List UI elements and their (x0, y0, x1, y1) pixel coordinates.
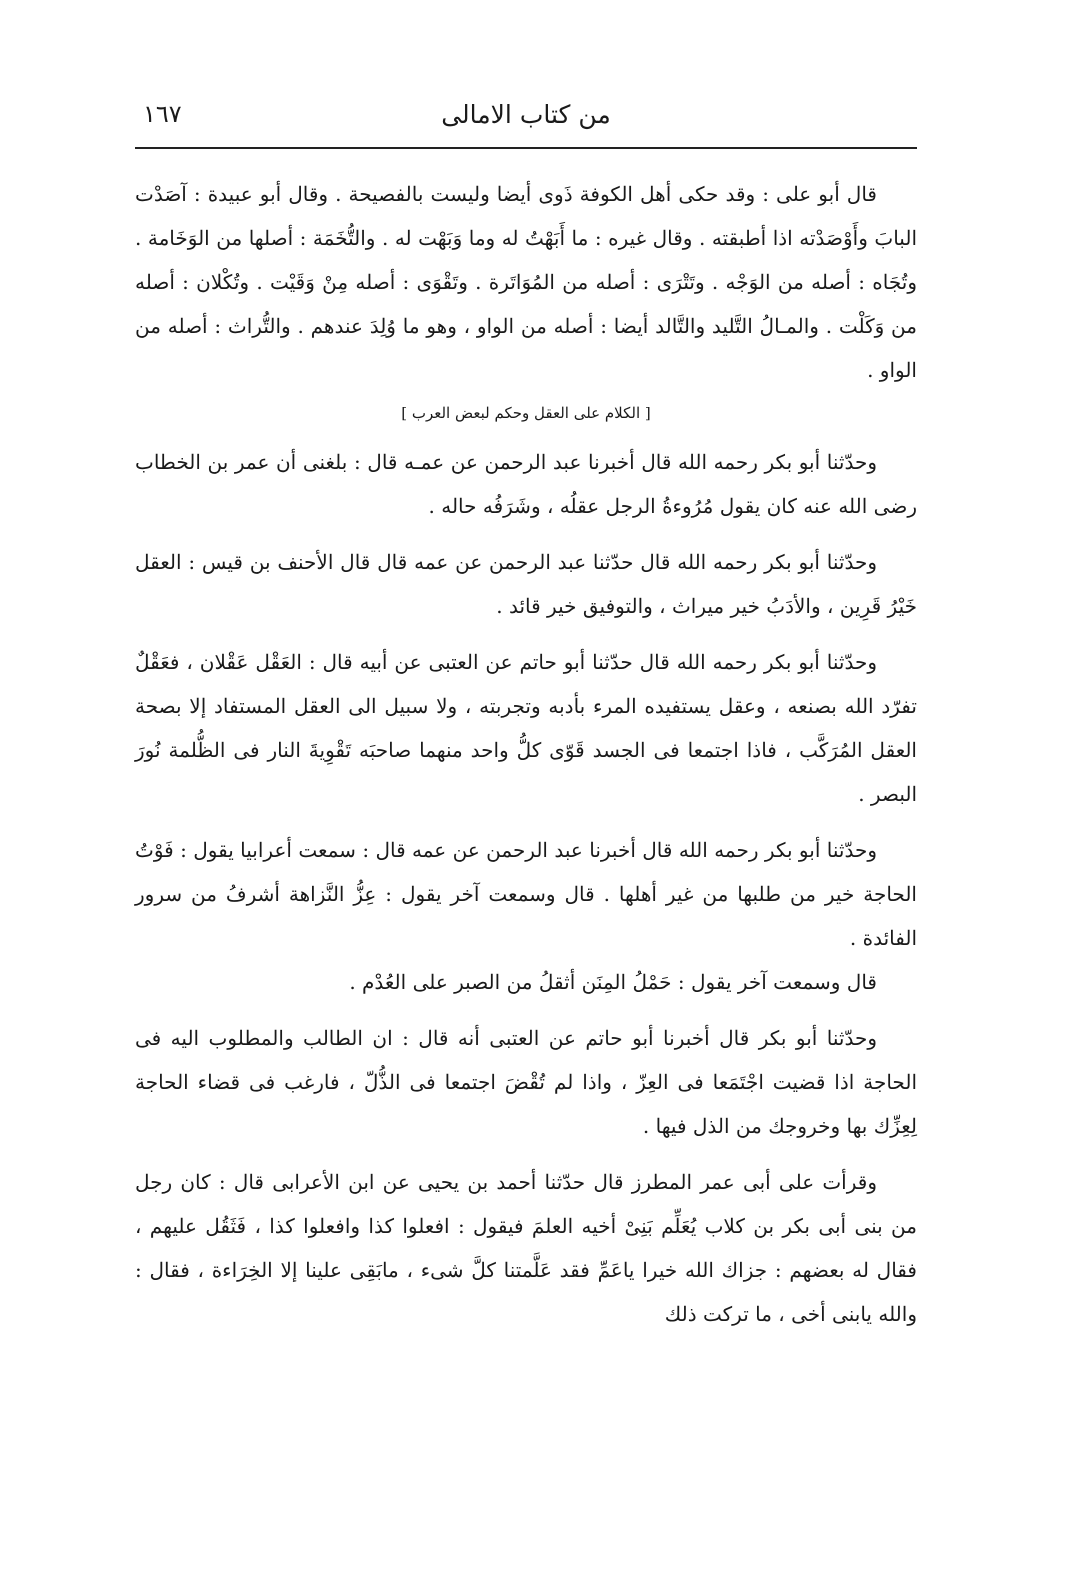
paragraph-4: وحدّثنا أبو بكر رحمه الله قال حدّثنا أبو حاتم عن العتبى عن أبيه قال : العَقْل عَقْلان ، فعَقْلٌ تفرّد الله بصنعه ، وعقل يستفيده المرء بأدبه وتجربته ، ولا سبيل الى العقل المستفاد إلا بصحة العقل المُرَكَّب ، فاذا اجتمعا فى الجسد قَوّى كلُّ واحد منهما صاحبَه تَقْوِيةَ النار فى الظُّلمة نُورَ البصر . (135, 650, 917, 806)
paragraph-gap (135, 816, 917, 828)
page-body (135, 172, 917, 1336)
paragraph-gap (135, 1148, 917, 1160)
paragraph-gap (135, 628, 917, 640)
paragraph-gap (135, 528, 917, 540)
paragraph-6: قال وسمعت آخر يقول : حَمْلُ المِنَن أثقلُ من الصبر على العُدْم . (349, 970, 877, 994)
page-number: ١٦٧ (143, 100, 182, 128)
header-rule (135, 147, 917, 149)
page-header (135, 88, 917, 146)
running-title: من كتاب الامالى (441, 100, 611, 129)
paragraph-7: وحدّثنا أبو بكر قال أخبرنا أبو حاتم عن العتبى أنه قال : ان الطالب والمطلوب اليه فى الحاجة اذا قضيت اجْتَمَعا فى العِزّ ، واذا لم تُقْضَ اجتمعا فى الذُّلّ ، فارغب فى قضاء الحاجة لِعِزِّك بها وخروجك من الذل فيها . (135, 1026, 917, 1138)
paragraph-5: وحدّثنا أبو بكر رحمه الله قال أخبرنا عبد الرحمن عن عمه قال : سمعت أعرابيا يقول : فَوْتُ الحاجة خير من طلبها من غير أهلها . قال وسمعت آخر يقول : عِزُّ النَّزاهة أشرفُ من سرور الفائدة . (135, 838, 917, 950)
paragraph-2: وحدّثنا أبو بكر رحمه الله قال أخبرنا عبد الرحمن عن عمـه قال : بلغنى أن عمر بن الخطاب رضى الله عنه كان يقول مُرُوءةُ الرجل عقلُه ، وشَرَفُه حاله . (135, 450, 917, 518)
paragraph-gap (135, 1004, 917, 1016)
paragraph-1: قال أبو على : وقد حكى أهل الكوفة ذَوى أيضا وليست بالفصيحة . وقال أبو عبيدة : آصَدْت البابَ وأَوْصَدْته اذا أطبقته . وقال غيره : ما أَبَهْتُ له وما وَبَهْت له . والتُّخَمَة : أصلها من الوَخَامة . وتُجَاه : أصله من الوَجْه . وتَتْرَى : أصله من المُوَاتَرة . وتَقْوَى : أصله مِنْ وَقَيْت . وتُكْلان : أصله من وَكَلْت . والمـالُ التَّليد والتَّالد أيضا : أصله من الواو ، وهو ما وُلِدَ عندهم . والتُّراث : أصله من الواو . (135, 182, 917, 382)
paragraph-8: وقرأت على أبى عمر المطرز قال حدّثنا أحمد بن يحيى عن ابن الأعرابى قال : كان رجل من بنى أبى بكر بن كلاب يُعَلِّم بَنِىْ أخيه العلمَ فيقول : افعلوا كذا وافعلوا كذا ، فَثَقُل عليهم ، فقال له بعضهم : جزاك الله خيرا ياعَمِّ فقد عَلَّمتنا كلَّ شىء ، مابَقِى علينا إلا الخِرَاءة ، فقال : والله يابنى أخى ، ما تركت ذلك (135, 1170, 917, 1326)
section-heading: [ الكلام على العقل وحكم لبعض العرب ] (401, 404, 651, 422)
paragraph-3: وحدّثنا أبو بكر رحمه الله قال حدّثنا عبد الرحمن عن عمه قال قال الأحنف بن قيس : العقل خَيْرُ قَرِين ، والأدَبُ خير ميراث ، والتوفيق خير قائد . (135, 550, 917, 618)
